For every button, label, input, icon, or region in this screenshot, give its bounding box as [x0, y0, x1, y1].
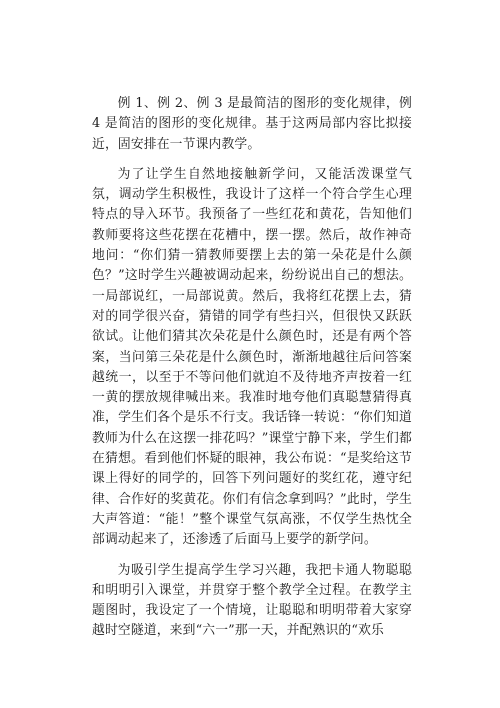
paragraph-cartoon-characters: 为吸引学生提高学生学习兴趣，我把卡通人物聪聪和明明引入课堂，并贯穿于整个教学全过程。在教学主题图时，我设定了一个情境，让聪聪和明明带着大家穿越时空隧道，来到“六一”那一天，并配熟识的“欢乐 [92, 562, 412, 639]
document-body [92, 94, 412, 642]
paragraph-lesson-intro: 为了让学生自然地接触新学问，又能活泼课堂气氛，调动学生积极性，我设计了这样一个符合学生心理特点的导入环节。我预备了一些红花和黄花，告知他们教师要将这些花摆在花槽中，摆一摆。然后，故作神奇地问：“你们猜一猜教师要摆上去的第一朵花是什么颜色？”这时学生兴趣被调动起来，纷纷说出自己的想法。一局部说红，一局部说黄。然后，我将红花摆上去，猜对的同学很兴奋，猜错的同学有些扫兴，但很快又跃跃欲试。让他们猜其次朵花是什么颜色时，还是有两个答案，当问第三朵花是什么颜色时，渐渐地越往后问答案越统一，以至于不等问他们就迫不及待地齐声按着一红一黄的摆放规律喊出来。我准时地夸他们真聪慧猜得真准，学生们各个是乐不行支。我话锋一转说：“你们知道教师为什么在这摆一排花吗？”课堂宁静下来，学生们都在猜想。看到他们怀疑的眼神，我公布说：“是奖给这节课上得好的同学的，回答下列问题好的奖红花，遵守纪律、合作好的奖黄花。你们有信念拿到吗？”此时，学生大声答道：“能！”整个课堂气氛高涨，不仅学生热忱全部调动起来了，还渗透了后面马上要学的新学问。 [92, 166, 412, 548]
paragraph-intro: 例 1、例 2、例 3 是最简洁的图形的变化规律，例 4 是简洁的图形的变化规律。基于这两局部内容比拟接近，固安排在一节课内教学。 [92, 96, 412, 152]
